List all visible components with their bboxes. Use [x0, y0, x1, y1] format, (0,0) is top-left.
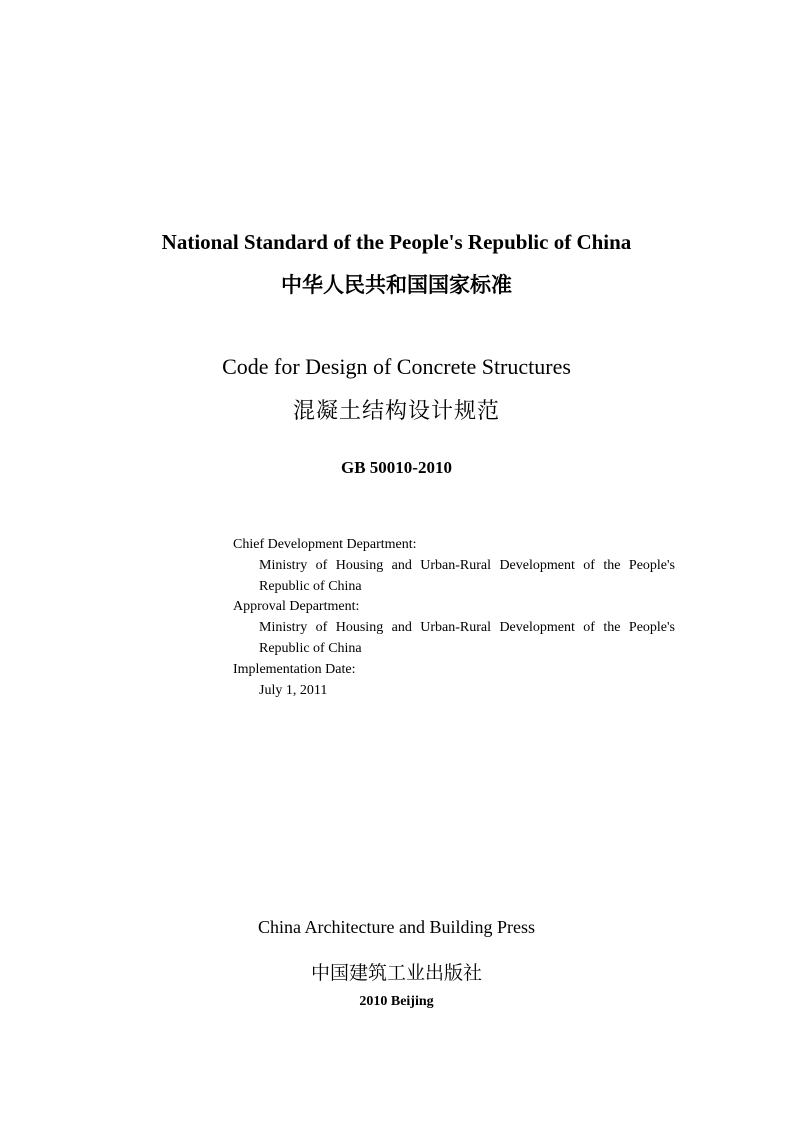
approval-department-label: Approval Department:: [233, 599, 360, 615]
standard-title-zh: 中华人民共和国国家标准: [281, 273, 512, 297]
code-number: GB 50010-2010: [341, 458, 452, 477]
standard-title-en: National Standard of the People's Republic of China: [161, 230, 632, 254]
publisher-name-en: China Architecture and Building Press: [258, 917, 535, 937]
code-title-zh: 混凝土结构设计规范: [292, 399, 500, 424]
publication-year-city: 2010 Beijing: [359, 994, 434, 1009]
implementation-date-label: Implementation Date:: [233, 661, 356, 677]
chief-department-label: Chief Development Department:: [233, 537, 417, 552]
implementation-date-value: July 1, 2011: [259, 682, 328, 698]
code-title-en: Code for Design of Concrete Structures: [222, 354, 571, 379]
chief-department-value-line2: Republic of China: [259, 578, 362, 594]
publisher-name-zh: 中国建筑工业出版社: [310, 962, 482, 984]
approval-department-value-line2: Republic of China: [259, 640, 362, 656]
publication-info: [233, 535, 675, 701]
chief-department-value-line1: Ministry of Housing and Urban-Rural Development of the People's: [259, 557, 675, 573]
approval-department-value-line1: Ministry of Housing and Urban-Rural Development of the People's: [259, 620, 675, 636]
